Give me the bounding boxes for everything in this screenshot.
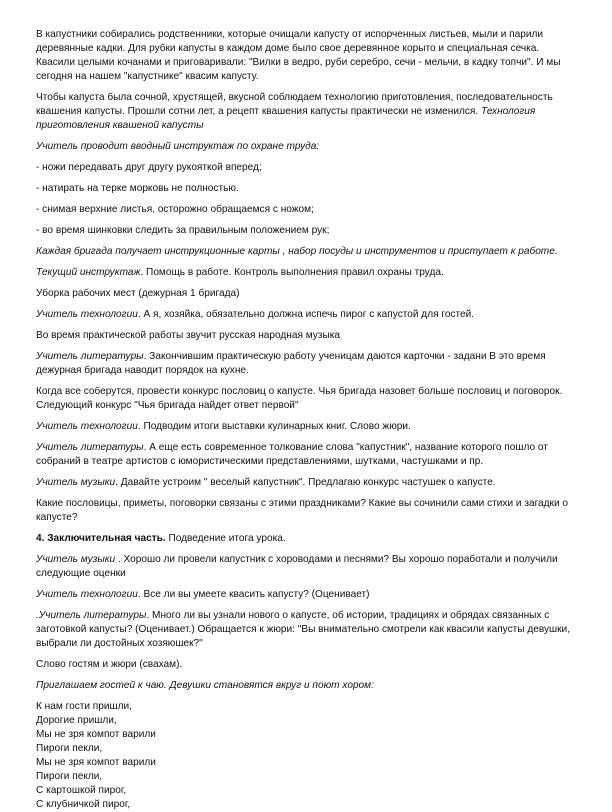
paragraph-text: Подведение итога урока.	[165, 533, 286, 544]
speaker-label: Текущий инструктаж	[36, 267, 141, 278]
paragraph-music: Во время практической работы звучит русская народная музыка	[36, 330, 340, 341]
speaker-label: Учитель технологии	[36, 589, 138, 600]
song-line: Мы не зря компот варили	[36, 757, 156, 768]
paragraph-questions: Какие пословицы, приметы, поговорки связаны с этими праздниками? Какие вы сочинили сами стихи и загадки о капусте?	[36, 498, 569, 523]
paragraph-technology-text: Чтобы капуста была сочной, хрустящей, вкусной соблюдаем технологию приготовления, последовательность квашения капусты. Прошли сотни лет, а рецепт квашения капусты практически не изменился.	[36, 92, 553, 117]
paragraph-text: . А еще есть современное толкование слова "капустник", название которого пошло от собраний в театре артистов с юмористическими представлениями, шутками, частушками и пр.	[36, 442, 548, 467]
paragraph-tea-invitation: Приглашаем гостей к чаю. Девушки становятся вкруг и поют хором:	[36, 680, 374, 691]
section-conclusion	[36, 532, 576, 546]
paragraph-tech-teacher-results	[36, 420, 576, 434]
paragraph-text: . Хорошо ли провели капустник с хороводами и песнями? Вы хорошо поработали и получили следующие оценки	[36, 554, 558, 579]
paragraph-music-teacher-chastushki	[36, 476, 576, 490]
song-line: К нам гости пришли,	[36, 701, 132, 712]
speaker-label: Учитель музыки	[36, 477, 116, 488]
paragraph-current-instruction	[36, 266, 576, 280]
paragraph-text: . Подводим итоги выставки кулинарных книг. Слово жюри.	[137, 421, 411, 432]
speaker-label: Учитель технологии	[36, 421, 138, 432]
paragraph-music-teacher-grades	[36, 553, 576, 581]
paragraph-lit-teacher-kapustnik	[36, 441, 576, 469]
song-line: Мы не зря компот варили	[36, 729, 156, 740]
song-line: С картошкой пирог,	[36, 785, 127, 796]
speaker-label: .Учитель литературы	[36, 610, 147, 621]
paragraph-tech-teacher-evaluates	[36, 588, 576, 602]
speaker-label: Учитель музыки	[36, 554, 116, 565]
paragraph-text: . Давайте устроим " веселый капустник". Предлагаю конкурс частушек о капусте.	[115, 477, 496, 488]
paragraph-cleanup: Уборка рабочих мест (дежурная 1 бригада)	[36, 288, 240, 299]
speaker-label: Учитель технологии	[36, 309, 138, 320]
speaker-label: Учитель литературы	[36, 442, 144, 453]
paragraph-text: . А я, хозяйка, обязательно должна испечь пирог с капустой для гостей.	[137, 309, 475, 320]
song-lyrics	[36, 700, 576, 812]
speaker-label: Учитель литературы	[36, 351, 144, 362]
safety-intro: Учитель проводит вводный инструктаж по охране труда:	[36, 141, 320, 152]
paragraph-text: . Закончившим практическую работу ученицам даются карточки - задани В это время дежурная бригада наводит порядок на кухне.	[36, 351, 546, 376]
paragraph-text: . Много ли вы узнали нового о капусте, об истории, традициях и обрядах связанных с заготовкой капусты? (Оценивает.) Обращается к жюри: "Вы внимательно смотрели как квасили капусты девушки, выбрали ли достойных хозяюшек?"	[36, 610, 570, 649]
paragraph-text: . Все ли вы умеете квасить капусту? (Оценивает)	[137, 589, 370, 600]
song-line: Пироги пекли,	[36, 743, 103, 754]
paragraph-tech-teacher-pie	[36, 308, 576, 322]
paragraph-kapustniki: В капустники собирались родственники, которые очищали капусту от испорченных листьев, мыли и парили деревянные кадки. Для рубки капусты в каждом доме было свое деревянное корыто и специальная сечка. Квасили целыми кочанами и приговаривали: "Вилки в ведро, руби серебро, сечи - мельчи, в кадку топчи". И мы сегодня на нашем "капустнике" квасим капусту.	[36, 29, 561, 82]
song-line: Дорогие пришли,	[36, 715, 117, 726]
song-line: Пироги пекли,	[36, 771, 103, 782]
safety-rule: - ножи передавать друг другу рукояткой вперед;	[36, 162, 262, 173]
paragraph-lit-teacher-cards	[36, 350, 576, 378]
brigade-instruction: Каждая бригада получает инструкционные карты , набор посуды и инструментов и приступает к работе.	[36, 246, 558, 257]
paragraph-technology	[36, 91, 576, 133]
safety-rule: - снимая верхние листья, осторожно обращаемся с ножом;	[36, 204, 314, 215]
paragraph-guests-jury: Слово гостям и жюри (свахам).	[36, 659, 183, 670]
paragraph-lit-teacher-evaluates	[36, 609, 576, 651]
song-line: С клубничкой пирог,	[36, 799, 131, 810]
technology-heading: Технология приготовления квашеной капусты	[36, 106, 536, 131]
safety-rule: - натирать на терке морковь не полностью.	[36, 183, 239, 194]
safety-rule: - во время шинковки следить за правильным положением рук;	[36, 225, 330, 236]
section-heading: 4. Заключительная часть.	[36, 533, 166, 544]
paragraph-proverbs-contest: Когда все соберутся, провести конкурс пословиц о капусте. Чья бригада назовет больше пословиц и поговорок. Следующий конкурс "Чья бригада найдет ответ первой"	[36, 386, 563, 411]
paragraph-text: . Помощь в работе. Контроль выполнения правил охраны труда.	[140, 267, 444, 278]
